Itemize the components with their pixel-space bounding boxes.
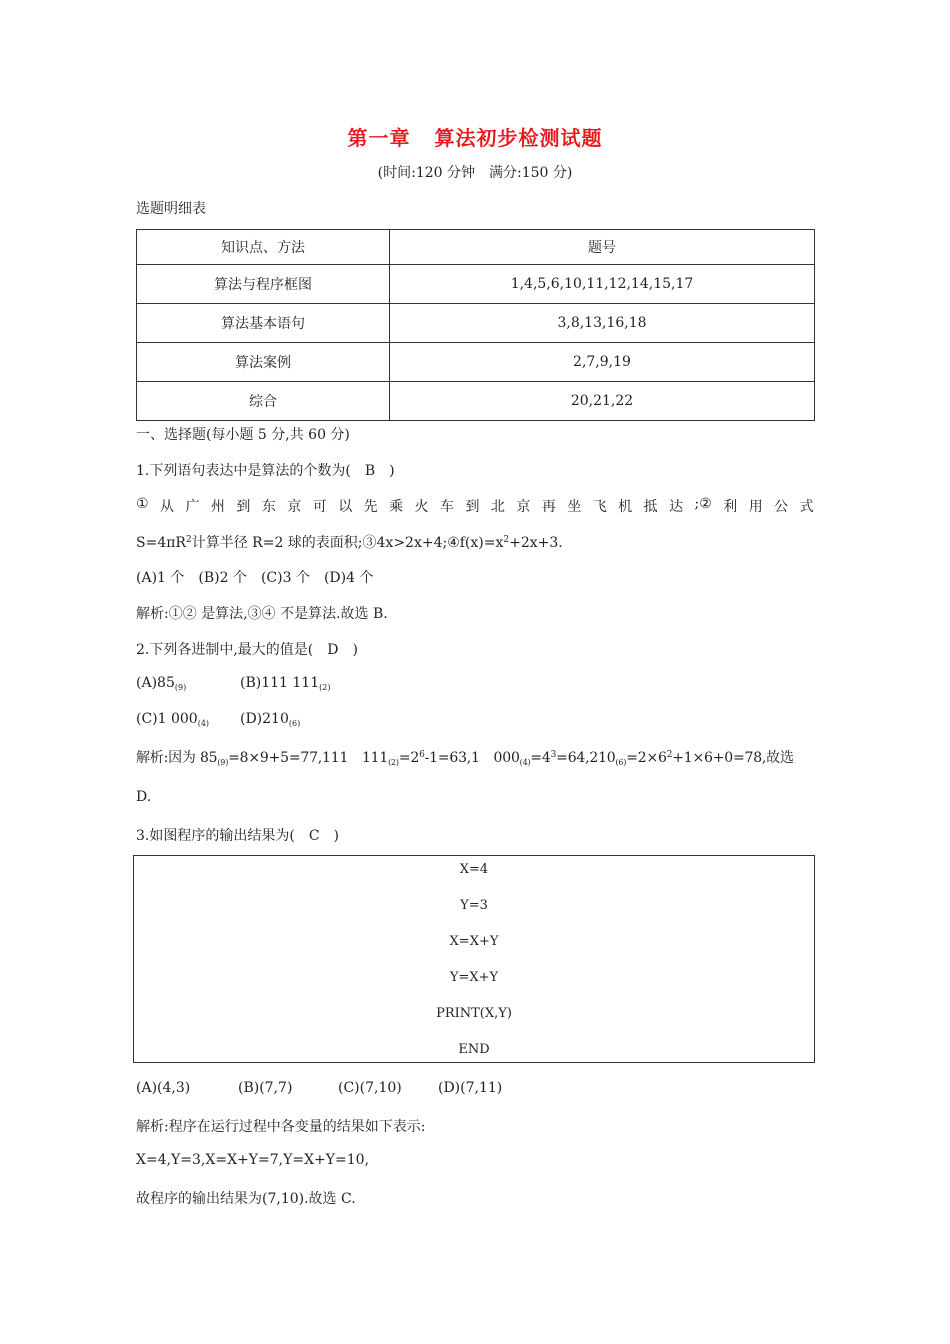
q3-option-a: (A)(4,3) bbox=[136, 1080, 191, 1096]
q1-exponent: 2 bbox=[185, 535, 192, 545]
q1-formula-part: 计算半径 R=2 球的表面积;③4x>2x+4;④f(x)=x bbox=[191, 535, 504, 551]
q1-char: 州 bbox=[210, 499, 225, 515]
table-cell: 2,7,9,19 bbox=[390, 343, 815, 382]
q2-option-b bbox=[240, 675, 330, 692]
table-caption: 选题明细表 bbox=[136, 201, 206, 217]
q2-option-text: (B)111 111 bbox=[240, 675, 320, 691]
q2-analysis-part: +1×6+0=78,故选 bbox=[672, 750, 794, 766]
q2-analysis-part: =4 bbox=[530, 750, 551, 766]
q3-option-b: (B)(7,7) bbox=[238, 1080, 293, 1096]
q2-base: (2) bbox=[319, 683, 331, 692]
q2-option-d bbox=[240, 711, 300, 728]
q1-char: 机 bbox=[618, 499, 633, 515]
q2-option-text: (D)210 bbox=[240, 711, 289, 727]
q1-char: 达 bbox=[669, 499, 684, 515]
q1-analysis: 解析:①② 是算法,③④ 不是算法.故选 B. bbox=[136, 606, 388, 622]
table-cell: 3,8,13,16,18 bbox=[390, 304, 815, 343]
q1-char: 抵 bbox=[643, 499, 658, 515]
table-header-cell: 知识点、方法 bbox=[137, 230, 390, 265]
code-line: PRINT(X,Y) bbox=[436, 1006, 512, 1021]
code-line: X=X+Y bbox=[449, 934, 499, 949]
code-line: X=4 bbox=[459, 862, 489, 877]
q1-char: 利 bbox=[723, 499, 738, 515]
q2-analysis-part: -1=63,1 000 bbox=[424, 750, 520, 766]
q3-analysis-2: X=4,Y=3,X=X+Y=7,Y=X+Y=10, bbox=[136, 1152, 370, 1168]
table-header-cell: 题号 bbox=[390, 230, 815, 265]
q1-char: 再 bbox=[541, 499, 556, 515]
q3-option-c: (C)(7,10) bbox=[338, 1080, 402, 1096]
table-cell: 1,4,5,6,10,11,12,14,15,17 bbox=[390, 265, 815, 304]
code-line: Y=3 bbox=[460, 898, 488, 913]
q2-analysis bbox=[136, 747, 794, 767]
q2-analysis-part: 解析:因为 85 bbox=[136, 750, 218, 766]
q1-char: 式 bbox=[799, 499, 814, 515]
q2-base: (6) bbox=[288, 719, 301, 728]
q1-char: ;② bbox=[694, 496, 712, 512]
q2-base: (6) bbox=[615, 758, 627, 767]
q2-analysis-part: =2×6 bbox=[626, 750, 667, 766]
q2-analysis-part: =8×9+5=77,111 111 bbox=[228, 750, 389, 766]
code-line: END bbox=[458, 1042, 490, 1057]
q3-option-d: (D)(7,11) bbox=[438, 1080, 503, 1096]
q3-stem: 3.如图程序的输出结果为( C ) bbox=[136, 828, 339, 844]
q2-exponent: 3 bbox=[550, 750, 557, 760]
exam-info: (时间:120 分钟 满分:150 分) bbox=[377, 165, 573, 181]
q1-char: 以 bbox=[338, 499, 353, 515]
table-cell: 算法与程序框图 bbox=[137, 265, 390, 304]
q1-char: 火 bbox=[414, 499, 429, 515]
q2-options-ab bbox=[136, 675, 330, 692]
q1-char: 先 bbox=[363, 499, 378, 515]
q1-char: 从 bbox=[160, 499, 175, 515]
q2-options-cd bbox=[136, 711, 300, 728]
q1-line2 bbox=[136, 532, 563, 552]
table-row bbox=[137, 304, 815, 343]
q1-formula-part: S=4πR bbox=[136, 535, 186, 551]
table-row bbox=[137, 382, 815, 421]
q2-base: (2) bbox=[388, 758, 399, 767]
q1-char: 东 bbox=[261, 499, 276, 515]
q2-option-text: (A)85 bbox=[136, 675, 175, 691]
program-box bbox=[133, 855, 815, 1063]
q1-char: 车 bbox=[440, 499, 454, 515]
q1-char: 广 bbox=[185, 499, 200, 515]
q1-char: 可 bbox=[312, 499, 327, 515]
table-cell: 算法案例 bbox=[137, 343, 390, 382]
q2-option-c bbox=[136, 711, 240, 728]
q2-base: (9) bbox=[174, 683, 187, 692]
title-name: 算法初步检测试题 bbox=[434, 126, 603, 150]
q1-char: 京 bbox=[287, 499, 302, 515]
q3-options bbox=[136, 1080, 502, 1096]
q1-char: 用 bbox=[748, 499, 763, 515]
code-line: Y=X+Y bbox=[449, 970, 499, 985]
q2-analysis-part: =2 bbox=[398, 750, 420, 766]
q1-char: 到 bbox=[236, 499, 251, 515]
table-cell: 算法基本语句 bbox=[137, 304, 390, 343]
q1-char: 京 bbox=[516, 499, 531, 515]
q1-char: 乘 bbox=[389, 499, 404, 515]
table-cell: 20,21,22 bbox=[390, 382, 815, 421]
q1-char: 飞 bbox=[592, 499, 607, 515]
table-cell: 综合 bbox=[137, 382, 390, 421]
q1-char: ① bbox=[136, 496, 149, 512]
q1-stem: 1.下列语句表达中是算法的个数为( B ) bbox=[136, 463, 395, 479]
q1-exponent: 2 bbox=[503, 535, 510, 545]
table-header-row bbox=[137, 230, 815, 265]
table-row bbox=[137, 265, 815, 304]
q1-options: (A)1 个 (B)2 个 (C)3 个 (D)4 个 bbox=[136, 570, 374, 586]
q3-analysis-1: 解析:程序在运行过程中各变量的结果如下表示: bbox=[136, 1119, 426, 1135]
q2-base: (9) bbox=[217, 758, 229, 767]
q1-line1 bbox=[136, 496, 814, 516]
q1-char: 坐 bbox=[567, 499, 582, 515]
q2-base: (4) bbox=[197, 719, 210, 728]
q1-char: 北 bbox=[490, 499, 505, 515]
q1-formula-part: +2x+3. bbox=[509, 535, 563, 551]
q1-char: 公 bbox=[774, 499, 789, 515]
section-heading: 一、选择题(每小题 5 分,共 60 分) bbox=[136, 427, 350, 443]
q2-stem: 2.下列各进制中,最大的值是( D ) bbox=[136, 642, 358, 658]
q1-char: 到 bbox=[465, 499, 480, 515]
title-chapter: 第一章 bbox=[347, 126, 411, 150]
q2-analysis-part: =64,210 bbox=[556, 750, 616, 766]
q3-analysis-3: 故程序的输出结果为(7,10).故选 C. bbox=[136, 1191, 356, 1207]
q2-base: (4) bbox=[519, 758, 531, 767]
q2-option-a bbox=[136, 675, 240, 692]
q2-exponent: 2 bbox=[666, 750, 673, 760]
page-title bbox=[0, 122, 950, 151]
q2-analysis-cont: D. bbox=[136, 789, 152, 805]
q2-option-text: (C)1 000 bbox=[136, 711, 198, 727]
q2-exponent: 6 bbox=[419, 750, 425, 760]
table-row bbox=[137, 343, 815, 382]
topic-table bbox=[136, 229, 815, 421]
